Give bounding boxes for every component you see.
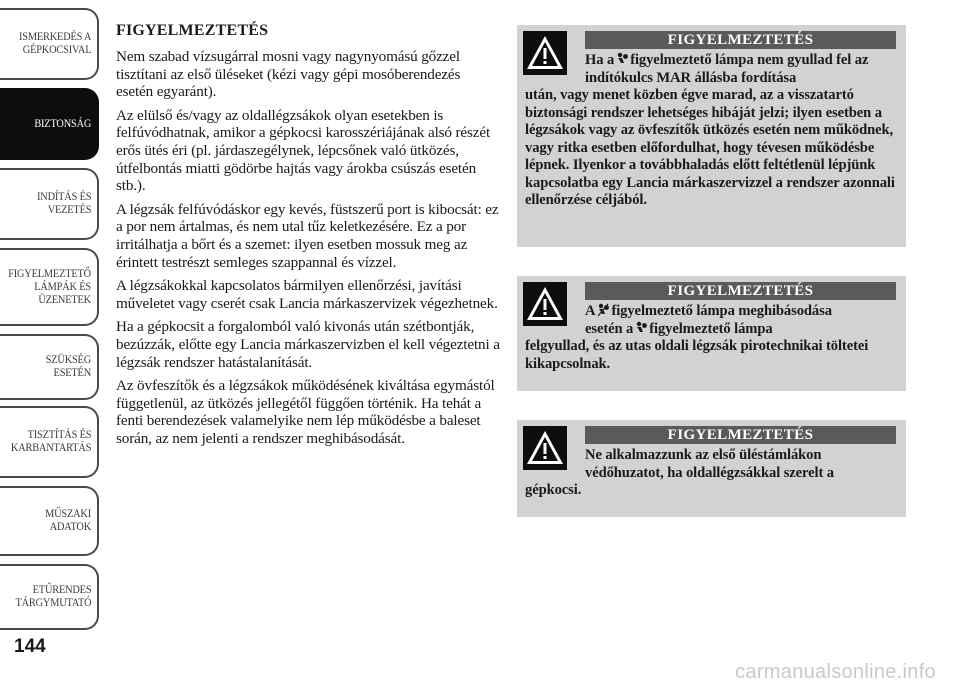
- tab-figyelmezteto[interactable]: [0, 248, 99, 326]
- warning-body: gépkocsi.: [525, 482, 582, 498]
- warning-line-indented: Ne alkalmazzunk az első üléstámlákon védőhuzatot, ha oldallégzsákkal szerelt a: [585, 447, 834, 481]
- warning-line-indented: [525, 321, 896, 339]
- warning-triangle-icon: [523, 426, 567, 470]
- airbag-warning-lamp-icon: [635, 321, 647, 335]
- paragraph: A légzsákokkal kapcsolatos bármilyen ellenőrzési, javítási műveletet vagy cserét csak Lancia márkaszervizek végezhetnek.: [116, 277, 498, 312]
- warning-line-indented: [525, 52, 896, 87]
- tab-label: ETŰRENDES TÁRGYMUTATÓ: [15, 584, 91, 609]
- paragraph: Az övfeszítők és a légzsákok működésének kiváltása egymástól függetlenül, az ütközés jellegétől függően történik. Ha tehát a fenti berendezések valamelyike nem lép működésbe a baleset során, az nem jelenti a rendszer meghibásodását.: [116, 377, 495, 447]
- left-column: [116, 22, 500, 453]
- tab-ismerkedes[interactable]: [0, 8, 99, 80]
- tab-label: INDÍTÁS ÉS VEZETÉS: [36, 191, 91, 216]
- warning-title: FIGYELMEZTETÉS: [585, 426, 896, 444]
- paragraph: Ha a gépkocsit a forgalomból való kivonás után szétbontják, bezúzzák, előtte egy Lancia márkaszervizben el kell végeztetni a légzsák rendszer hatástalanítását.: [116, 318, 500, 371]
- warning-line-indented: [525, 303, 896, 321]
- text-fragment: A: [585, 303, 596, 319]
- warning-title: FIGYELMEZTETÉS: [585, 31, 896, 49]
- tab-inditas[interactable]: [0, 168, 99, 240]
- warning-text: [525, 303, 896, 373]
- warning-triangle-icon: [523, 31, 567, 75]
- tab-muszaki[interactable]: [0, 486, 99, 556]
- tab-betures[interactable]: [0, 564, 99, 630]
- watermark: carmanualsonline.info: [735, 661, 936, 683]
- chapter-tabs: [0, 0, 100, 640]
- tab-label: SZÜKSÉG ESETÉN: [45, 354, 91, 379]
- tab-szukseg[interactable]: [0, 334, 99, 400]
- warning-text: [525, 447, 896, 500]
- warning-triangle-icon: [523, 282, 567, 326]
- text-fragment: figyelmeztető lámpa: [649, 320, 773, 337]
- tab-label: TISZTÍTÁS ÉS KARBANTARTÁS: [10, 429, 91, 454]
- text-fragment: Ha a: [585, 52, 615, 68]
- text-fragment: figyelmeztető lámpa nem gyullad fel az indítókulcs MAR állásba fordítása: [585, 52, 869, 86]
- warning-body: után, vagy menet közben égve marad, az a visszatartó biztonsági rendszer lehetséges hibáját jelzi; ilyen esetben a légzsákok vagy az övfeszítők ütközés esetén nem működnek, vagy ritka esetben előfordulhat, hogy tévesen működésbe lépnek. Ilyenkor a továbbhaladás előtt feltétlenül lépjünk kapcsolatba egy Lancia márkaszervizzel a rendszer azonnali ellenőrzése céljából.: [525, 87, 895, 208]
- text-fragment: figyelmeztető lámpa meghibásodása: [611, 303, 832, 319]
- warning-box-2: [517, 276, 906, 391]
- text-fragment: esetén a: [585, 320, 634, 337]
- tab-tisztitas[interactable]: [0, 406, 99, 478]
- paragraph: Nem szabad vízsugárral mosni vagy nagynyomású gőzzel tisztítani az első üléseket (kézi vagy gépi mosóberendezés esetén egyaránt).: [116, 48, 461, 101]
- warning-box-3: [517, 420, 906, 517]
- page-number: 144: [14, 636, 46, 657]
- warning-text: [525, 52, 896, 210]
- paragraph: Az elülső és/vagy az oldallégzsákok olyan esetekben is felfúvódhatnak, amikor a gépkocsi karosszériájának alsó részét erős ütés éri (pl. járdaszegélynek, lépcsőnek való ütközés, útfelbontás miatti gödörbe hajtás vagy árokba csúszás esetén stb.).: [116, 106, 491, 195]
- tab-label: BIZTONSÁG: [34, 117, 91, 130]
- warning-title: FIGYELMEZTETÉS: [585, 282, 896, 300]
- airbag-warning-lamp-icon: [616, 52, 628, 66]
- tab-label: MŰSZAKI ADATOK: [45, 508, 91, 533]
- tab-biztonsag[interactable]: [0, 88, 99, 160]
- warning-box-1: [517, 25, 906, 247]
- passenger-airbag-off-lamp-icon: [597, 303, 609, 317]
- tab-label: FIGYELMEZTETŐ LÁMPÁK ÉS ÜZENETEK: [8, 267, 91, 306]
- tab-label: ISMERKEDÉS A GÉPKOCSIVAL: [18, 31, 91, 56]
- section-heading: FIGYELMEZTETÉS: [116, 22, 269, 39]
- paragraph: A légzsák felfúvódáskor egy kevés, füstszerű port is kibocsát: ez a por nem ártalmas, és nem utal tűz keletkezésére. Ez a por irritálhatja a bőrt és a szemet: ilyen esetben mossuk meg az érintett testrészt semleges szappannal és vízzel.: [116, 200, 499, 271]
- warning-body: felgyullad, és az utas oldali légzsák pirotechnikai töltetei kikapcsolnak.: [525, 338, 869, 372]
